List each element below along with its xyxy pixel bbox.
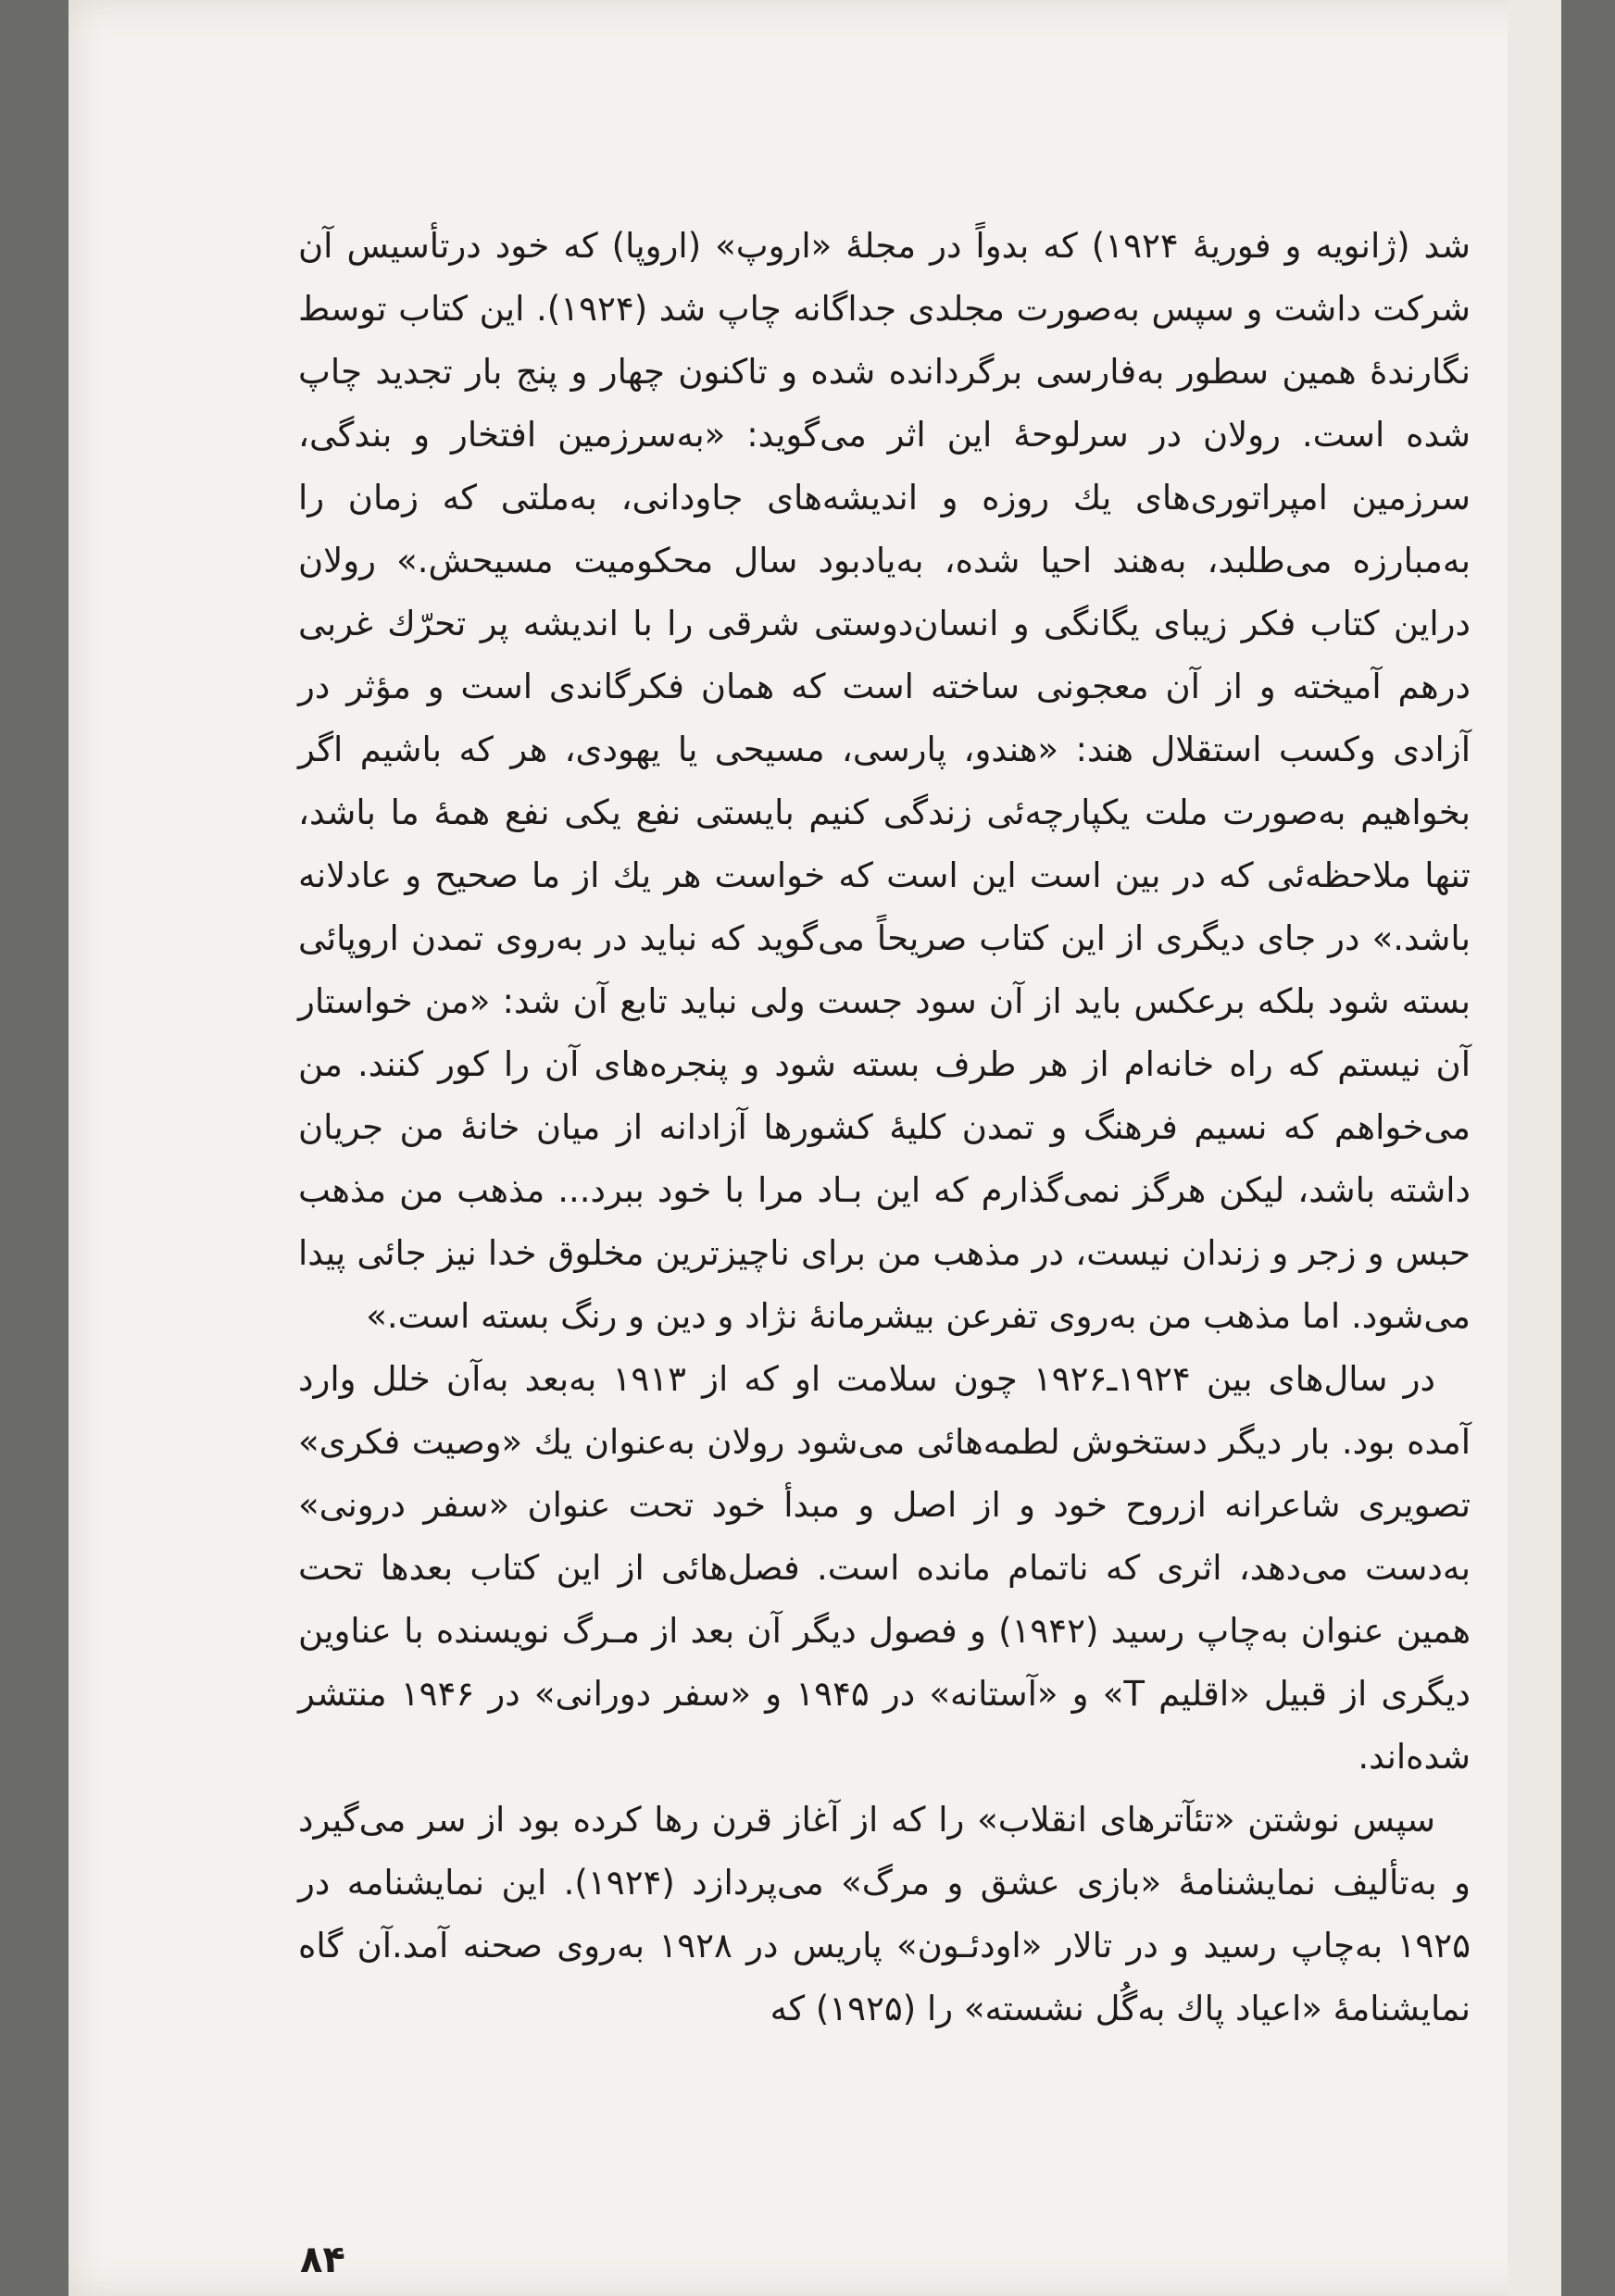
book-page <box>69 0 1561 2296</box>
paragraph-3: سپس نوشتن «تئآترهای انقلاب» را که از آغاز قرن رها کرده بود از سر می‌گیرد و به‌تألیف نمایشنامهٔ «بازی عشق و مرگ» می‌پردازد (۱۹۲۴). این نمایشنامه در ۱۹۲۵ به‌چاپ رسید و در تالار «اودئـون» پاریس در ۱۹۲۸ به‌روی صحنه آمد.آن گاه نمایشنامهٔ «اعیاد پاك به‌گُل نشسته» را (۱۹۲۵) که <box>298 1800 1471 2028</box>
page-edge <box>1508 0 1561 2296</box>
page-number: ۸۴ <box>300 2239 345 2281</box>
body-text <box>298 215 1471 2040</box>
paragraph-1: شد (ژانویه و فوریهٔ ۱۹۲۴) که بدواً در مجلهٔ «اروپ» (اروپا) که خود درتأسیس آن شرکت داشت و سپس به‌صورت مجلدی جداگانه چاپ شد (۱۹۲۴). این کتاب توسط نگارندهٔ همین سطور به‌فارسی برگردانده شده و تاکنون چهار و پنج بار تجدید چاپ شده است. رولان در سرلوحهٔ این اثر می‌گوید: «به‌سرزمین افتخار و بندگی، سرزمین امپراتوری‌های یك روزه و اندیشه‌های جاودانی، به‌ملتی که زمان را به‌مبارزه می‌طلبد، به‌هند احیا شده، به‌یادبود سال محکومیت مسیحش.» رولان دراین کتاب فکر زیبای یگانگی و انسان‌دوستی شرقی را با اندیشه پر تحرّك غربی درهم آمیخته و از آن معجونی ساخته است که همان فکرگاندی است و مؤثر در آزادی وکسب استقلال هند: «هندو، پارسی، مسیحی یا یهودی، هر که باشیم اگر بخواهیم به‌صورت ملت یکپارچه‌ئی زندگی کنیم بایستی نفع یکی نفع همهٔ ما باشد، تنها ملاحظه‌ئی که در بین است این است که خواست هر یك از ما صحیح و عادلانه باشد.» در جای دیگری از این کتاب صریحاً می‌گوید که نباید در به‌روی تمدن اروپائی بسته شود بلکه برعکس باید از آن سود جست ولی نباید تابع آن شد: «من خواستار آن نیستم که راه خانه‌ام از هر طرف بسته شود و پنجره‌های آن را کور کنند. من می‌خواهم که نسیم فرهنگ و تمدن کلیهٔ کشورها آزادانه از میان خانهٔ من جریان داشته باشد، لیکن هرگز نمی‌گذارم که این بـاد مرا با خود ببرد... مذهب من مذهب حبس و زجر و زندان نیست، در مذهب من برای ناچیزترین مخلوق خدا نیز جائی پیدا می‌شود. اما مذهب من به‌روی تفرعن بیشرمانهٔ نژاد و دین و رنگ بسته است.» <box>298 226 1471 1336</box>
paragraph-2: در سال‌های بین ۱۹۲۴ـ۱۹۲۶ چون سلامت او که از ۱۹۱۳ به‌بعد به‌آن خلل وارد آمده بود. بار دیگر دستخوش لطمه‌هائی می‌شود رولان به‌عنوان یك «وصیت فکری» تصویری شاعرانه ازروح خود و از اصل و مبدأ خود تحت عنوان «سفر درونی» به‌دست می‌دهد، اثری که ناتمام مانده است. فصل‌هائی از این کتاب بعدها تحت همین عنوان به‌چاپ رسید (۱۹۴۲) و فصول دیگر آن بعد از مـرگ نویسنده با عناوین دیگری از قبیل «اقلیم T» و «آستانه» در ۱۹۴۵ و «سفر دورانی» در ۱۹۴۶ منتشر شده‌اند. <box>298 1359 1471 1777</box>
